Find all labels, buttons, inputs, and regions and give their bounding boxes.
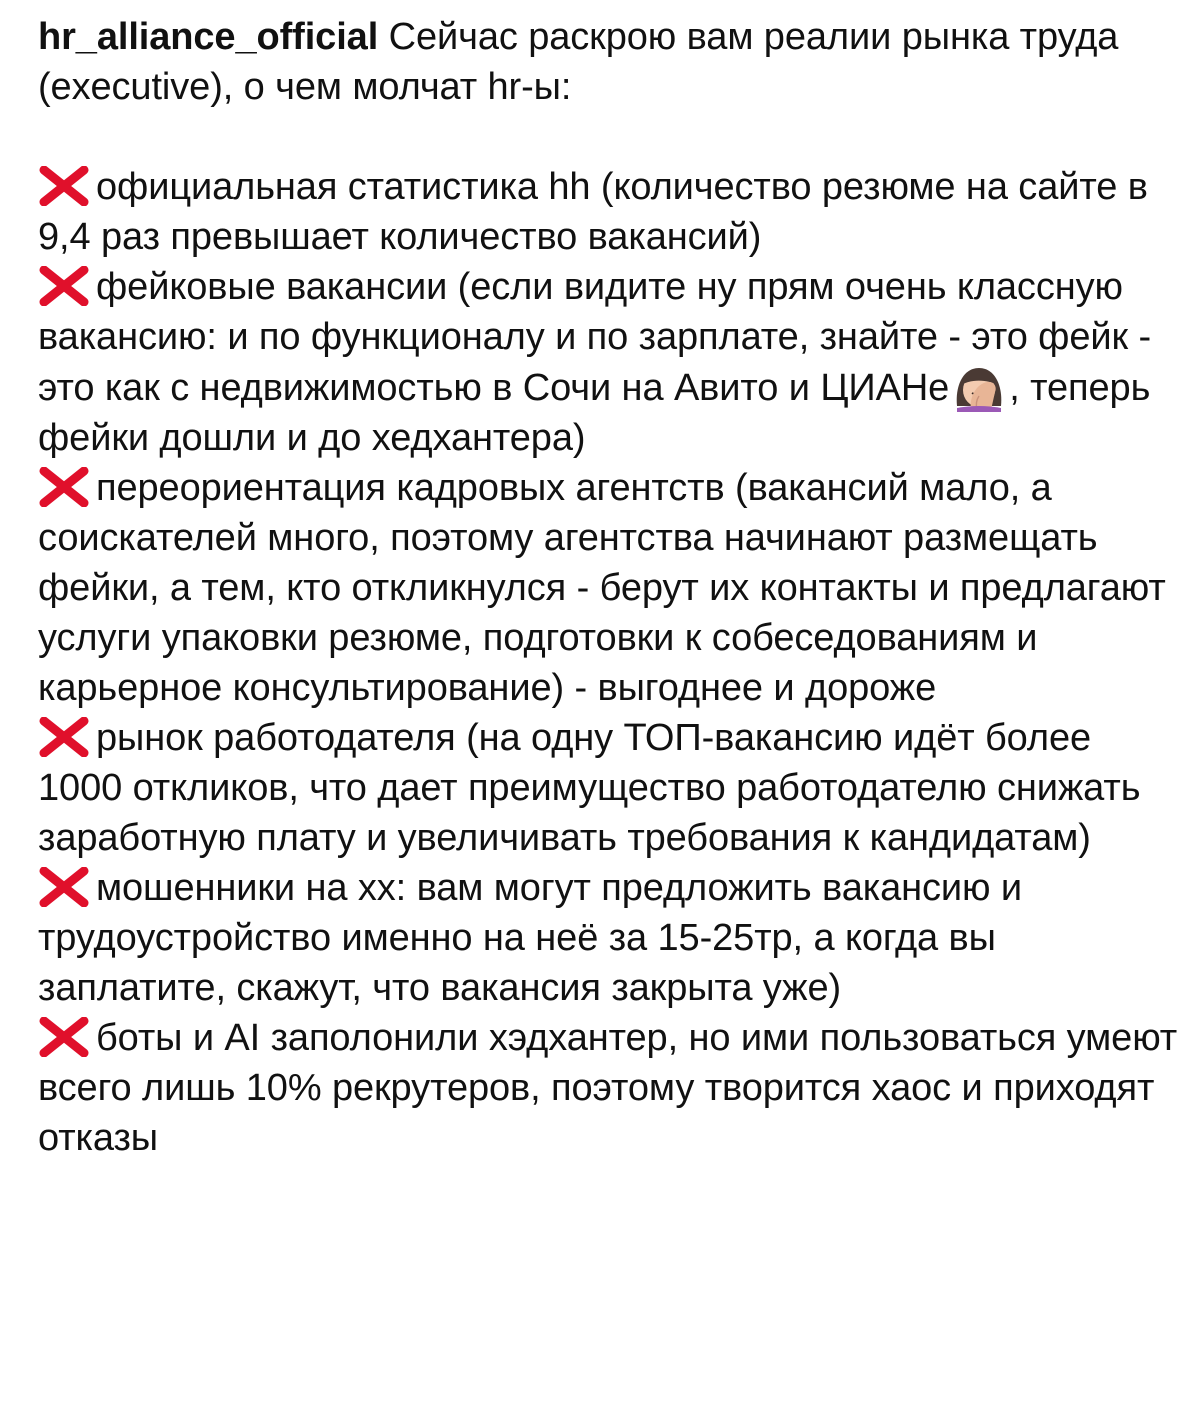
list-item-text: переориентация кадровых агентств (вакансий мало, а соискателей много, поэтому агентства начинают размещать фейки, а тем, кто откликнулся - берут их контакты и предлагают услуги упаковки резюме, подготовки к собеседованиям и карьерное консультирование) - выгоднее и дороже [38,467,1166,709]
list-item-text: официальная статистика hh (количество резюме на сайте в 9,4 раз превышает количество вакансий) [38,166,1148,258]
list-item-text-continued: , теперь фейки дошли и до хедхантера) [38,367,1151,459]
list-item [38,1013,1178,1163]
cross-mark-icon [38,467,90,507]
list-item-text: мошенники на хх: вам могут предложить вакансию и трудоустройство именно на неё за 15-25тр, а когда вы заплатите, скажут, что вакансия закрыта уже) [38,867,1023,1009]
list-item [38,713,1178,863]
list-item [38,162,1178,262]
list-item [38,463,1178,713]
cross-mark-icon [38,166,90,206]
post-caption [38,12,1178,1163]
username-link[interactable]: hr_alliance_official [38,16,379,58]
cross-mark-icon [38,717,90,757]
face-palm-woman-icon [951,362,1007,412]
intro-text: Сейчас раскрою вам реалии рынка труда (executive), о чем молчат hr-ы: [38,16,1119,108]
cross-mark-icon [38,1017,90,1057]
cross-mark-icon [38,867,90,907]
list-item-text: рынок работодателя (на одну ТОП-вакансию идёт более 1000 откликов, что дает преимущество работодателю снижать заработную плату и увеличивать требования к кандидатам) [38,717,1141,859]
list-item-text: фейковые вакансии (если видите ну прям очень классную вакансию: и по функционалу и по зарплате, знайте - это фейк - это как с недвижимостью в Сочи на Авито и ЦИАНе [38,266,1152,409]
list-item [38,262,1178,463]
caption-intro [38,12,1178,112]
list-item-text: боты и AI заполонили хэдхантер, но ими пользоваться умеют всего лишь 10% рекрутеров, поэтому творится хаос и приходят отказы [38,1017,1178,1159]
cross-mark-icon [38,266,90,306]
list-item [38,863,1178,1013]
